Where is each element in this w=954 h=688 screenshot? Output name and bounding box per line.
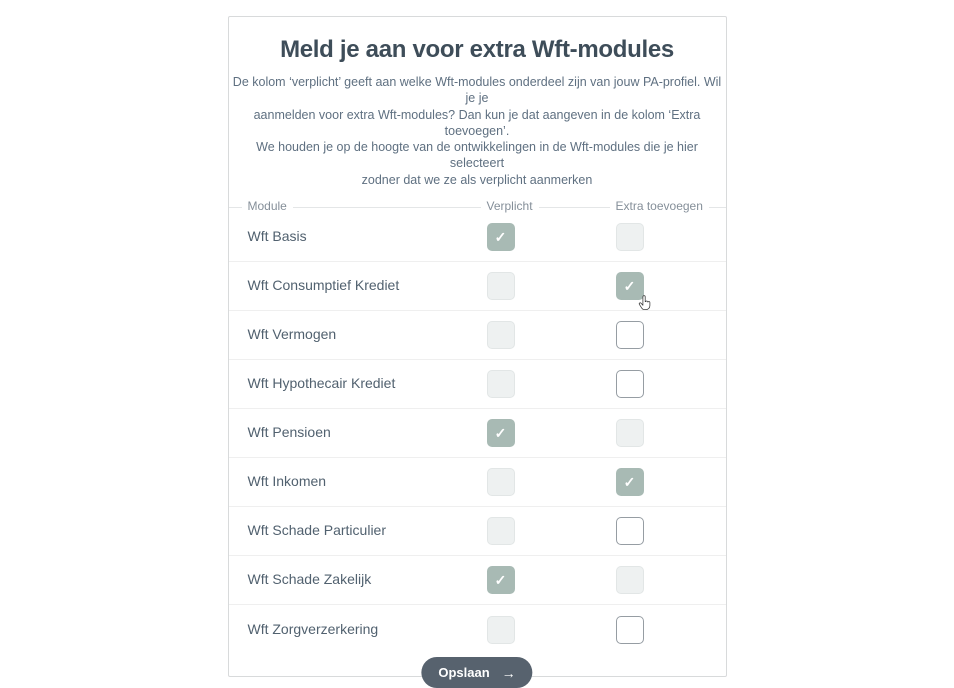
hand-cursor-icon <box>638 295 652 311</box>
column-header-module: Module <box>242 200 293 213</box>
wft-modules-card <box>228 16 727 681</box>
intro-line: zodner dat we ze als verplicht aanmerken <box>361 172 593 187</box>
verplicht-checkbox <box>487 223 515 251</box>
table-row <box>229 507 726 556</box>
extra-checkbox[interactable] <box>616 370 644 398</box>
extra-checkbox[interactable] <box>616 272 644 300</box>
page-title: Meld je aan voor extra Wft-modules <box>280 36 674 63</box>
checkmark-icon: ✓ <box>623 474 636 491</box>
table-row <box>229 262 726 311</box>
module-label: Wft Consumptief Krediet <box>247 277 400 294</box>
module-label: Wft Hypothecair Krediet <box>247 375 396 392</box>
table-row <box>229 605 726 654</box>
extra-checkbox <box>616 419 644 447</box>
module-label: Wft Pensioen <box>247 424 331 441</box>
column-header-verplicht: Verplicht <box>481 200 539 213</box>
module-label: Wft Schade Particulier <box>247 522 386 539</box>
column-header-extra-toevoegen: Extra toevoegen <box>610 200 709 213</box>
module-label: Wft Zorgverzerkering <box>247 620 379 637</box>
module-label: Wft Vermogen <box>247 326 337 343</box>
checkmark-icon: ✓ <box>494 425 507 442</box>
extra-checkbox <box>616 566 644 594</box>
verplicht-checkbox <box>487 321 515 349</box>
extra-checkbox[interactable] <box>616 517 644 545</box>
table-row <box>229 311 726 360</box>
table-row <box>229 556 726 605</box>
checkmark-icon: ✓ <box>623 278 636 295</box>
checkmark-icon: ✓ <box>494 229 507 246</box>
verplicht-checkbox <box>487 370 515 398</box>
table-row <box>229 213 726 262</box>
table-row <box>229 360 726 409</box>
intro-text <box>229 74 726 188</box>
extra-checkbox <box>616 223 644 251</box>
module-label: Wft Schade Zakelijk <box>247 571 372 588</box>
extra-checkbox[interactable] <box>616 321 644 349</box>
table-row <box>229 458 726 507</box>
module-label: Wft Basis <box>247 228 307 245</box>
table-header <box>229 200 726 213</box>
checkmark-icon: ✓ <box>494 572 507 589</box>
table-row <box>229 409 726 458</box>
extra-checkbox[interactable] <box>616 468 644 496</box>
save-button-label: Opslaan <box>438 665 490 681</box>
module-label: Wft Inkomen <box>247 473 327 490</box>
extra-checkbox[interactable] <box>616 616 644 644</box>
intro-line: aanmelden voor extra Wft-modules? Dan kun je dat aangeven in de kolom ‘Extra toevoegen’. <box>253 107 701 138</box>
verplicht-checkbox <box>487 566 515 594</box>
save-button[interactable] <box>421 657 532 688</box>
intro-line: De kolom ‘verplicht’ geeft aan welke Wft-modules onderdeel zijn van jouw PA-profiel. Wil je je <box>232 75 722 106</box>
arrow-right-icon: → <box>501 664 516 681</box>
intro-line: We houden je op de hoogte van de ontwikkelingen in de Wft-modules die je hier selecteert <box>256 140 698 171</box>
module-table-body <box>229 213 726 654</box>
verplicht-checkbox <box>487 616 515 644</box>
verplicht-checkbox <box>487 517 515 545</box>
verplicht-checkbox <box>487 468 515 496</box>
verplicht-checkbox <box>487 419 515 447</box>
verplicht-checkbox <box>487 272 515 300</box>
